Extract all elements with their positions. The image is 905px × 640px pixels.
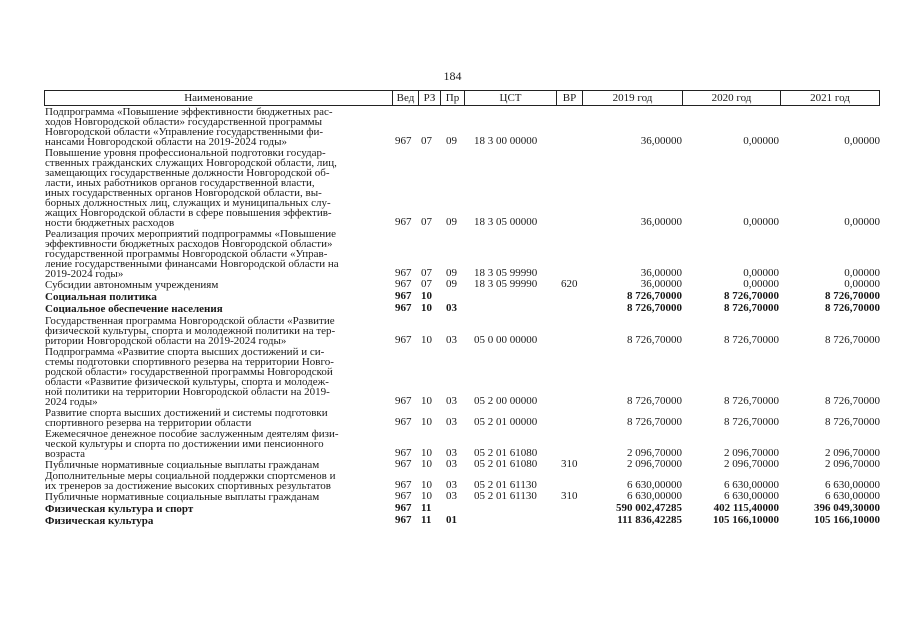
row-pr: 03 (446, 416, 457, 428)
row-pr: 09 (446, 216, 457, 228)
table-row (44, 471, 880, 491)
row-y2019: 2 096,70000 (627, 447, 682, 459)
row-pr: 03 (446, 302, 457, 314)
header-2020: 2020 год (682, 91, 780, 105)
row-cst: 18 3 05 99990 (474, 267, 538, 279)
row-y2020: 2 096,70000 (724, 447, 779, 459)
table-row (44, 516, 880, 526)
row-pr: 03 (446, 447, 457, 459)
row-name: Развитие спорта высших достижений и системы подготовки спортивного резерва на территории области (45, 407, 328, 429)
row-rz: 07 (421, 216, 432, 228)
row-name: Повышение уровня профессиональной подготовки государ- ственных гражданских служащих Новгородской области, лиц, замещающих государственные должности Новгородской об- ласти, иных работников органов государственной власти, иных государственных органов Новгородской области, вы- борных должностных лиц, служащих и муниципальных слу- жащих Новгородской области в сфере повышения эффектив- ности бюджетных расходов (45, 147, 337, 229)
table-row (44, 316, 880, 346)
row-name: Государственная программа Новгородской области «Развитие физической культуры, спорта и молодежной политики на тер- ритории Новгородской области на 2019-2024 годы» (45, 315, 336, 347)
row-ved: 967 (395, 302, 412, 314)
row-rz: 10 (421, 458, 432, 470)
table-row (44, 492, 880, 502)
table-row (44, 429, 880, 459)
row-name: Публичные нормативные социальные выплаты гражданам (45, 491, 320, 503)
row-ved: 967 (395, 514, 412, 526)
row-ved: 967 (395, 334, 412, 346)
row-name: Реализация прочих мероприятий подпрограммы «Повышение эффективности бюджетных расходов Новгородской области» государственной программы Новгородской области «Управ- ление государственными финансами Новгородской области на 2019-2024 годы» (45, 228, 339, 280)
row-y2021: 0,00000 (844, 278, 880, 290)
row-name: Публичные нормативные социальные выплаты гражданам (45, 459, 320, 471)
row-name: Подпрограмма «Развитие спорта высших достижений и си- стемы подготовки спортивного резерва на территории Новго- родской области» государственной программы Новгородской области «Развитие физической культуры, спорта и молодеж- ной политики на территории Новгородской области на 2019- 2024 годы» (45, 346, 334, 408)
row-y2021: 0,00000 (844, 216, 880, 228)
row-pr: 01 (446, 514, 457, 526)
header-cst: ЦСТ (464, 91, 556, 105)
row-ved: 967 (395, 290, 412, 302)
row-y2021: 0,00000 (844, 135, 880, 147)
row-y2021: 8 726,70000 (825, 416, 880, 428)
row-y2019: 8 726,70000 (627, 416, 682, 428)
header-2019: 2019 год (582, 91, 682, 105)
row-cst: 05 2 01 61130 (474, 490, 537, 502)
row-y2020: 6 630,00000 (724, 479, 779, 491)
row-y2020: 0,00000 (743, 267, 779, 279)
row-y2021: 6 630,00000 (825, 490, 880, 502)
row-pr: 09 (446, 267, 457, 279)
row-y2019: 2 096,70000 (627, 458, 682, 470)
row-rz: 10 (421, 479, 432, 491)
row-rz: 11 (421, 502, 432, 514)
row-ved: 967 (395, 216, 412, 228)
row-cst: 05 2 01 61080 (474, 458, 538, 470)
row-y2020: 0,00000 (743, 216, 779, 228)
row-ved: 967 (395, 416, 412, 428)
row-rz: 11 (421, 514, 432, 526)
row-y2020: 8 726,70000 (724, 302, 779, 314)
row-rz: 10 (421, 447, 432, 459)
row-y2019: 8 726,70000 (627, 290, 682, 302)
row-y2020: 8 726,70000 (724, 334, 779, 346)
row-rz: 10 (421, 302, 432, 314)
row-rz: 10 (421, 490, 432, 502)
row-ved: 967 (395, 135, 412, 147)
row-cst: 05 2 01 00000 (474, 416, 538, 428)
row-y2019: 111 836,42285 (617, 514, 682, 526)
row-name: Дополнительные меры социальной поддержки спортсменов и их тренеров за достижение высоких спортивных результатов (45, 470, 336, 492)
table-row (44, 347, 880, 407)
row-y2019: 8 726,70000 (627, 334, 682, 346)
row-y2019: 590 002,47285 (616, 502, 682, 514)
row-y2020: 6 630,00000 (724, 490, 779, 502)
row-y2021: 6 630,00000 (825, 479, 880, 491)
row-cst: 18 3 05 99990 (474, 278, 538, 290)
row-name: Ежемесячное денежное пособие заслуженным деятелям физи- ческой культуры и спорта по достижении ими пенсионного возраста (45, 428, 339, 460)
row-y2021: 105 166,10000 (814, 514, 880, 526)
header-name: Наименование (184, 92, 253, 104)
row-name: Физическая культура (45, 515, 154, 527)
row-rz: 10 (421, 334, 432, 346)
row-y2021: 8 726,70000 (825, 395, 880, 407)
row-cst: 05 2 01 61130 (474, 479, 537, 491)
table-row (44, 292, 880, 302)
row-y2019: 36,00000 (640, 135, 682, 147)
row-rz: 07 (421, 267, 432, 279)
row-vr: 310 (561, 458, 578, 470)
row-y2020: 8 726,70000 (724, 416, 779, 428)
row-y2021: 8 726,70000 (825, 302, 880, 314)
row-y2019: 36,00000 (640, 267, 682, 279)
row-cst: 18 3 00 00000 (474, 135, 538, 147)
row-y2020: 8 726,70000 (724, 395, 779, 407)
row-rz: 07 (421, 135, 432, 147)
table-row (44, 408, 880, 428)
row-pr: 09 (446, 135, 457, 147)
header-pr: Пр (440, 91, 464, 105)
row-y2021: 396 049,30000 (814, 502, 880, 514)
row-ved: 967 (395, 395, 412, 407)
row-y2019: 36,00000 (640, 278, 682, 290)
table-row (44, 460, 880, 470)
header-ved: Вед (392, 91, 418, 105)
row-name: Субсидии автономным учреждениям (45, 279, 219, 291)
row-y2021: 8 726,70000 (825, 290, 880, 302)
row-y2021: 2 096,70000 (825, 447, 880, 459)
row-pr: 03 (446, 458, 457, 470)
row-vr: 310 (561, 490, 578, 502)
row-y2020: 402 115,40000 (713, 502, 779, 514)
row-ved: 967 (395, 479, 412, 491)
row-vr: 620 (561, 278, 578, 290)
row-pr: 03 (446, 479, 457, 491)
table-row (44, 229, 880, 279)
row-ved: 967 (395, 502, 412, 514)
row-rz: 10 (421, 395, 432, 407)
row-name: Физическая культура и спорт (45, 503, 194, 515)
row-y2019: 6 630,00000 (627, 479, 682, 491)
row-y2019: 6 630,00000 (627, 490, 682, 502)
row-pr: 03 (446, 395, 457, 407)
row-y2020: 8 726,70000 (724, 290, 779, 302)
row-cst: 05 0 00 00000 (474, 334, 538, 346)
row-pr: 03 (446, 490, 457, 502)
row-pr: 03 (446, 334, 457, 346)
row-ved: 967 (395, 267, 412, 279)
row-y2020: 2 096,70000 (724, 458, 779, 470)
table-row (44, 280, 880, 290)
header-2021: 2021 год (780, 91, 879, 105)
row-ved: 967 (395, 458, 412, 470)
row-y2021: 0,00000 (844, 267, 880, 279)
header-vr: ВР (556, 91, 582, 105)
budget-table (44, 90, 880, 526)
table-row (44, 304, 880, 314)
table-row (44, 107, 880, 147)
row-y2020: 0,00000 (743, 135, 779, 147)
row-rz: 10 (421, 290, 432, 302)
row-y2020: 105 166,10000 (713, 514, 779, 526)
table-row (44, 148, 880, 228)
header-rz: РЗ (418, 91, 440, 105)
table-row (44, 504, 880, 514)
row-cst: 18 3 05 00000 (474, 216, 538, 228)
row-y2019: 8 726,70000 (627, 302, 682, 314)
row-ved: 967 (395, 278, 412, 290)
row-cst: 05 2 01 61080 (474, 447, 538, 459)
table-header (44, 90, 880, 106)
row-name: Подпрограмма «Повышение эффективности бюджетных рас- ходов Новгородской области» государственной программы Новгородской области «Управление государственными фи- нансами Новгородской области на 2019-2024 годы» (45, 106, 333, 148)
row-y2019: 8 726,70000 (627, 395, 682, 407)
row-ved: 967 (395, 447, 412, 459)
row-name: Социальная политика (45, 291, 157, 303)
row-y2021: 2 096,70000 (825, 458, 880, 470)
row-y2020: 0,00000 (743, 278, 779, 290)
table-body (44, 107, 880, 526)
page-number: 184 (443, 69, 462, 83)
row-name: Социальное обеспечение населения (45, 303, 223, 315)
row-pr: 09 (446, 278, 457, 290)
row-ved: 967 (395, 490, 412, 502)
row-y2021: 8 726,70000 (825, 334, 880, 346)
row-y2019: 36,00000 (640, 216, 682, 228)
row-rz: 07 (421, 278, 432, 290)
row-rz: 10 (421, 416, 432, 428)
row-cst: 05 2 00 00000 (474, 395, 538, 407)
